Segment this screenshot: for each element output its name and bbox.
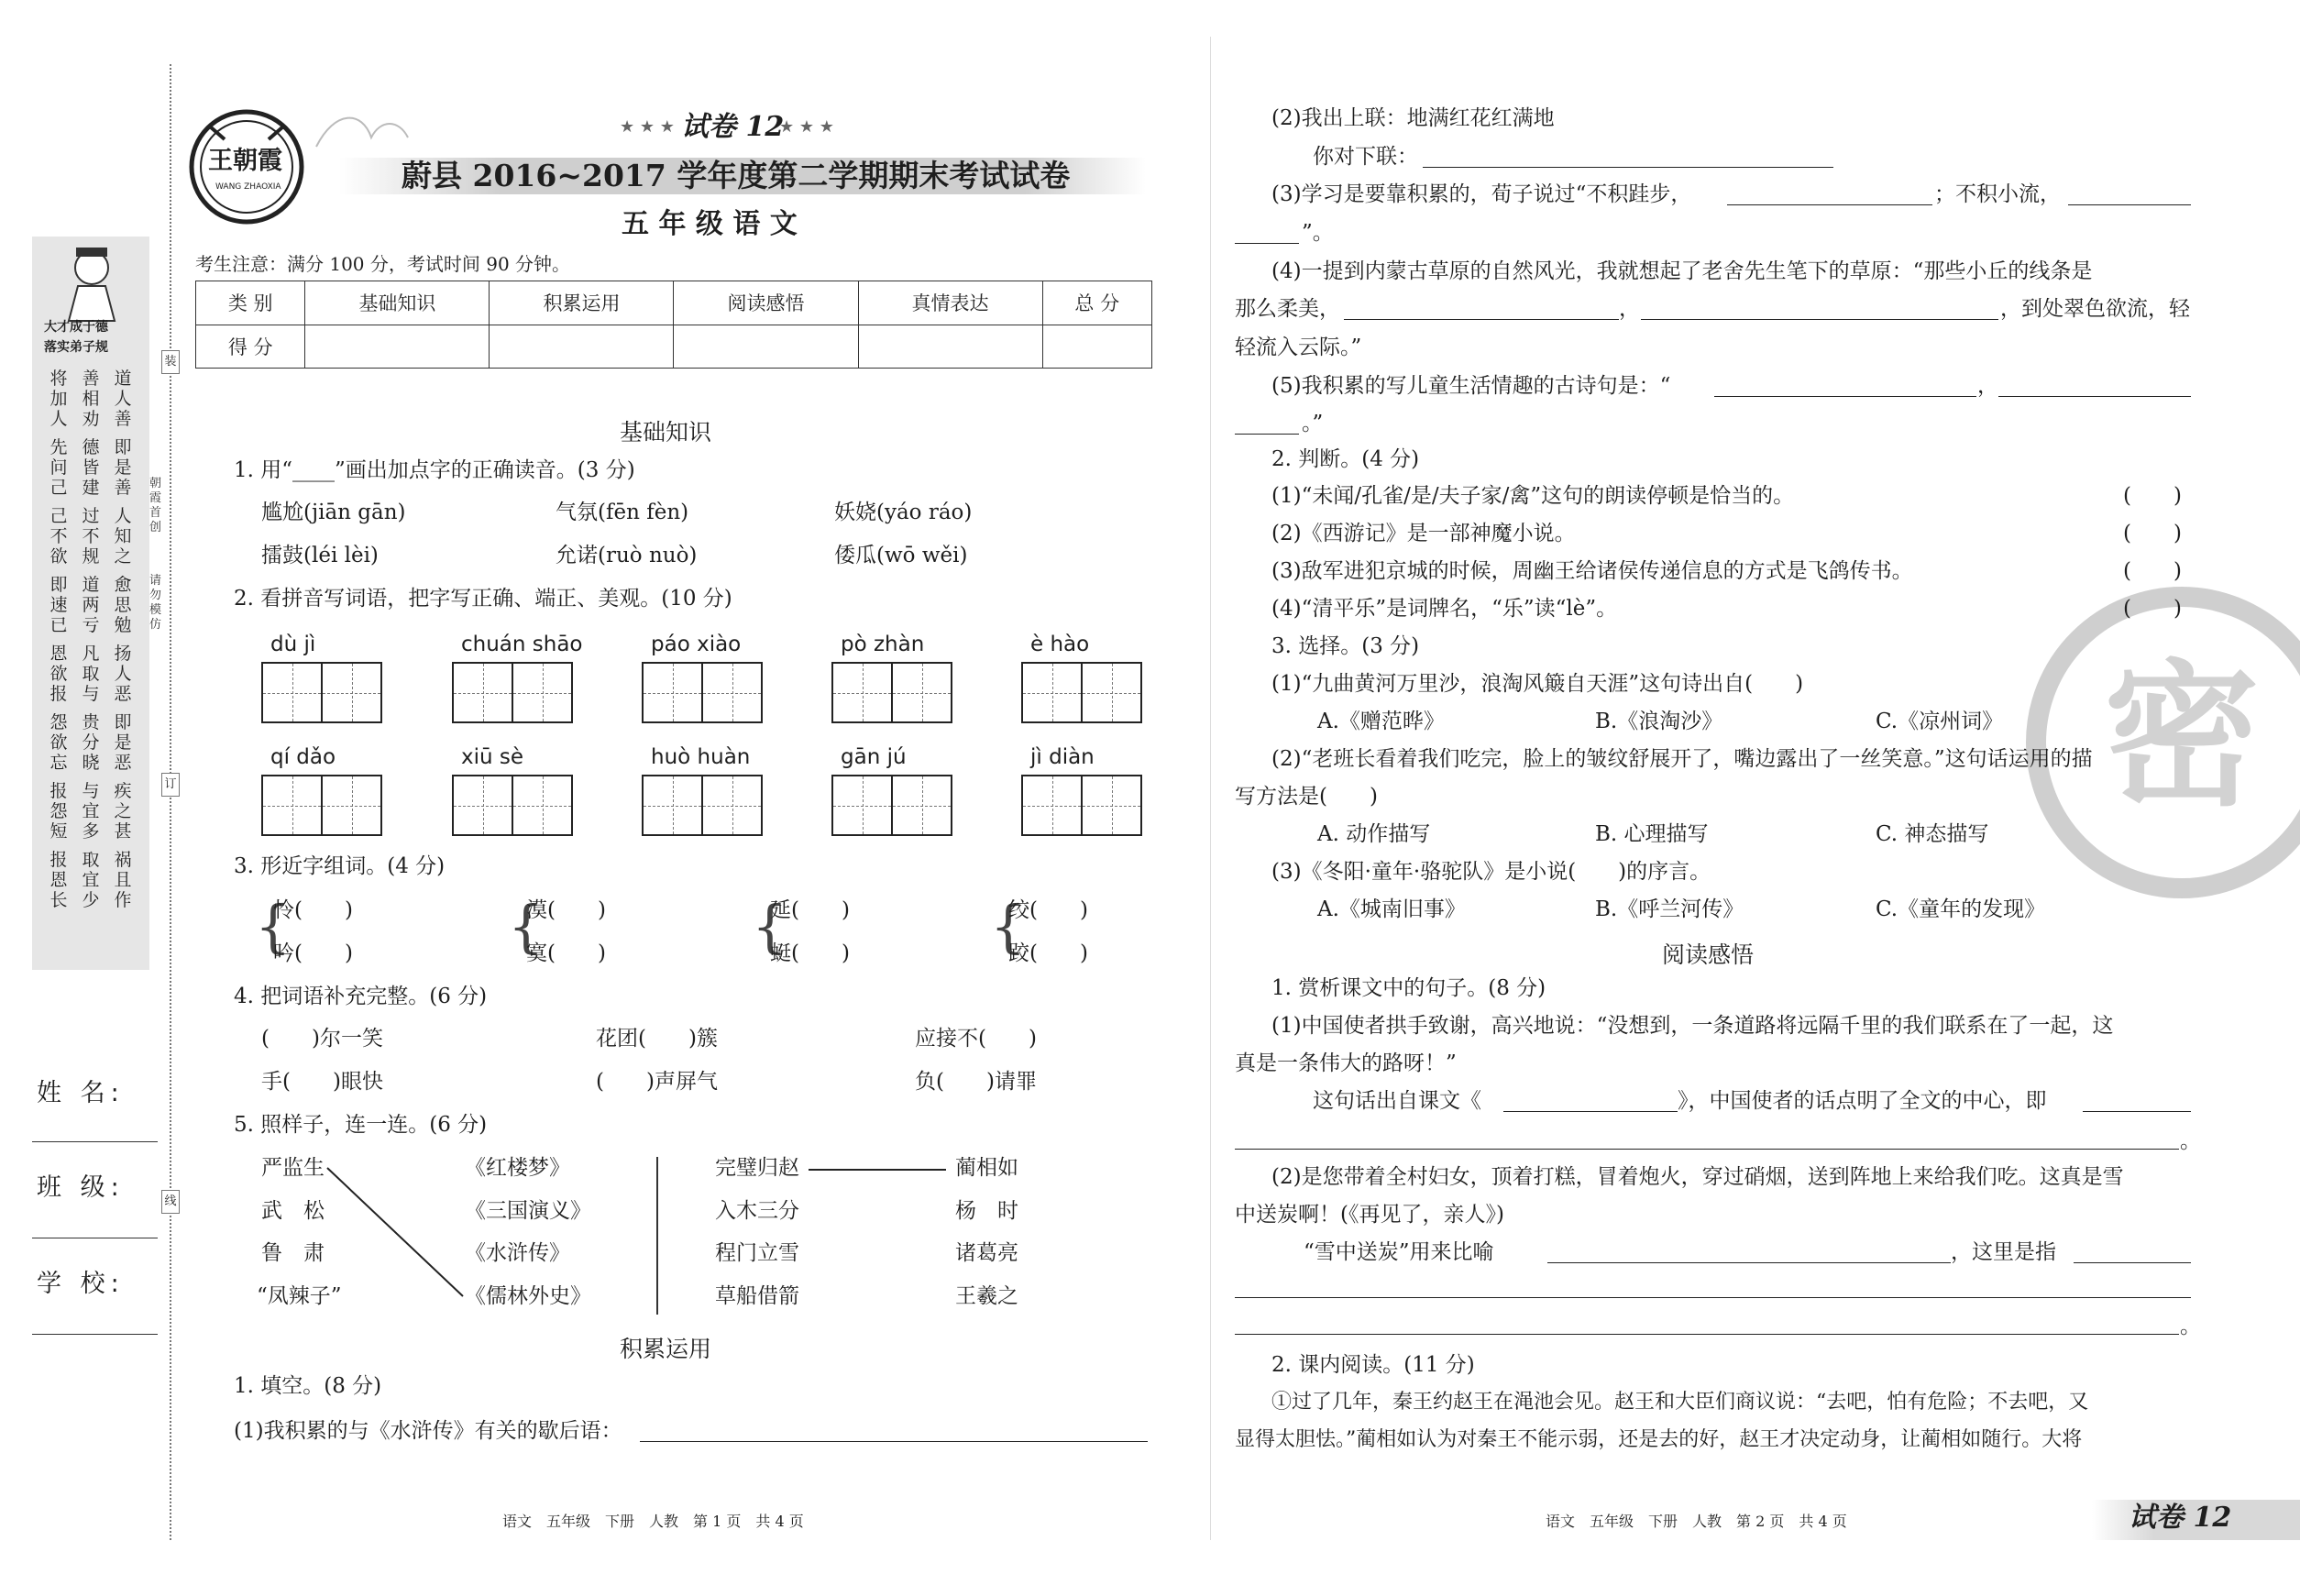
- brand-logo: [188, 108, 305, 226]
- sidebar-verse-column: 善相劝: [82, 369, 100, 429]
- q1-item: 尴尬(jiān gān): [261, 501, 406, 524]
- answer-line[interactable]: [1547, 1262, 1951, 1263]
- writing-grid[interactable]: [261, 662, 382, 723]
- q5-character: 严监生: [261, 1156, 325, 1180]
- q5-novel: 《儒林外史》: [465, 1284, 591, 1308]
- name-label: 姓 名:: [37, 1079, 125, 1107]
- score-header-cell: 积累运用: [490, 281, 674, 325]
- judge-item: (4)“清平乐”是词牌名，“乐”读“lè”。: [1271, 597, 1618, 621]
- section-basic-knowledge: 基础知识: [620, 419, 712, 446]
- brace-icon: {: [508, 893, 545, 960]
- exam-title: 蔚县 2016~2017 学年度第二学期期末考试试卷: [402, 158, 1071, 193]
- score-header-cell: 总 分: [1042, 281, 1151, 325]
- section-accumulation: 积累运用: [620, 1336, 712, 1362]
- q3-item: 漠( ): [526, 898, 606, 922]
- score-input-cell[interactable]: [490, 325, 674, 369]
- r-line-3: (3)学习是要靠积累的，荀子说过“不积跬步，: [1271, 182, 1692, 206]
- r-line-2: 你对下联：: [1313, 145, 1418, 169]
- answer-line[interactable]: [640, 1441, 1148, 1442]
- reading-q1-1: (1)中国使者拱手致谢，高兴地说：“没想到，一条道路将远隔千里的我们联系在了一起，这: [1271, 1014, 2114, 1038]
- sidebar-verse-column: 恩欲报: [50, 644, 68, 704]
- r-line-9: 。”: [1302, 412, 1324, 435]
- q2-pinyin: jì diàn: [1030, 745, 1095, 769]
- reading-q1-2-prompt: “雪中送炭”用来比喻: [1304, 1240, 1494, 1264]
- q5-character: “凤辣子”: [257, 1284, 342, 1308]
- q5-column-divider: [656, 1157, 658, 1315]
- reading-q2: 2. 课内阅读。(11 分): [1271, 1353, 1475, 1377]
- writing-cell[interactable]: [833, 776, 891, 834]
- answer-line[interactable]: [2074, 1262, 2191, 1263]
- reading-q1-2-cont: 中送炭啊！(《再见了，亲人》): [1235, 1203, 1504, 1227]
- r-line-3b: ；不积小流，: [1934, 182, 2061, 206]
- reading-q1-2: (2)是您带着全村妇女，顶着打糕，冒着炮火，穿过硝烟，送到阵地上来给我们吃。这真是雪: [1271, 1165, 2124, 1189]
- brace-icon: {: [752, 893, 788, 960]
- score-table: [195, 281, 1152, 369]
- writing-cell[interactable]: [891, 664, 951, 721]
- score-header-cell: 真情表达: [858, 281, 1042, 325]
- writing-grid[interactable]: [831, 662, 952, 723]
- q6-item-1: (1)我积累的与《水浒传》有关的歇后语：: [234, 1419, 622, 1443]
- sidebar-verse-column: 道人善: [114, 369, 132, 429]
- sidebar-verse-column: 德皆建: [82, 437, 100, 498]
- answer-line[interactable]: [1503, 1111, 1678, 1112]
- reading-passage-line: 显得太胆怯。”蔺相如认为对秦王不能示弱，还是去的好，赵王才决定动身，让蔺相如随行。大将: [1235, 1428, 2083, 1451]
- answer-line[interactable]: [1235, 1297, 2191, 1298]
- q4-item: 花团( )簇: [596, 1027, 718, 1051]
- q5-person: 王羲之: [955, 1284, 1018, 1308]
- q1-item: 允诺(ruò nuò): [556, 544, 698, 567]
- q1-item: 倭瓜(wō wěi): [834, 544, 968, 567]
- answer-line[interactable]: [1998, 396, 2191, 397]
- q2-pinyin: pò zhàn: [841, 633, 925, 656]
- question-6: 1. 填空。(8 分): [234, 1374, 382, 1398]
- writing-cell[interactable]: [454, 664, 512, 721]
- sidebar-verse-column: 贵分晓: [82, 712, 100, 773]
- writing-grid[interactable]: [1021, 775, 1142, 836]
- q5-novel: 《红楼梦》: [465, 1156, 570, 1180]
- score-row-label: 得 分: [196, 325, 305, 369]
- reading-q1-1-cont: 真是一条伟大的路呀！”: [1235, 1051, 1457, 1075]
- page-footer-left: 语文 五年级 下册 人教 第 1 页 共 4 页: [502, 1513, 804, 1530]
- tag-stars-left: ★ ★ ★: [620, 117, 675, 137]
- sidebar-verse-column: 过不规: [82, 506, 100, 567]
- q3-item: 寞( ): [526, 941, 606, 965]
- judge-item: (3)敌军进犯京城的时候，周幽王给诸侯传递信息的方式是飞鸽传书。: [1271, 559, 1913, 583]
- r-line-6b: ，: [1619, 297, 1640, 321]
- choice-q3: (3)《冬阳·童年·骆驼队》是小说( )的序言。: [1271, 860, 1711, 884]
- q2-pinyin: páo xiào: [651, 633, 742, 656]
- brace-icon: {: [990, 893, 1027, 960]
- writing-cell[interactable]: [263, 776, 321, 834]
- sidebar-verse-column: 疾之甚: [114, 781, 132, 842]
- choice-option[interactable]: B.《呼兰河传》: [1595, 897, 1744, 921]
- tag-stars-right: ★ ★ ★: [779, 117, 834, 137]
- name-field[interactable]: [32, 1141, 158, 1142]
- sidebar-verse-column: 扬人恶: [114, 644, 132, 704]
- answer-line[interactable]: [1235, 1334, 2179, 1335]
- sidebar-verse-column: 报怨短: [50, 781, 68, 842]
- q2-pinyin: qí dǎo: [270, 745, 336, 769]
- school-label: 学 校:: [37, 1270, 125, 1298]
- choice-option[interactable]: A.《赠范晔》: [1317, 710, 1445, 733]
- question-4: 4. 把词语补充完整。(6 分): [234, 985, 488, 1008]
- score-header-cell: 类 别: [196, 281, 305, 325]
- q5-idiom: 完璧归赵: [715, 1156, 799, 1180]
- answer-line[interactable]: [1641, 319, 1998, 320]
- logo-text: 王朝霞: [208, 147, 282, 175]
- writing-grid[interactable]: [261, 775, 382, 836]
- sentence-end-mark: 。: [2180, 1129, 2201, 1153]
- judge-answer-box[interactable]: ( ): [2123, 597, 2182, 621]
- score-input-cell[interactable]: [1042, 325, 1151, 369]
- sidebar-verse-column: 己不欲: [50, 506, 68, 567]
- brace-icon: {: [255, 893, 292, 960]
- score-table-score-row: [196, 325, 1152, 369]
- q2-pinyin: xiū sè: [461, 745, 524, 769]
- q2-pinyin: dù jì: [270, 633, 316, 656]
- sidebar-verse-column: 凡取与: [82, 644, 100, 704]
- binding-mark: 装: [161, 350, 180, 374]
- q3-item: 延( ): [770, 898, 850, 922]
- choice-q1: (1)“九曲黄河万里沙，浪淘风簸自天涯”这句诗出自( ): [1271, 672, 1804, 696]
- q5-person: 诸葛亮: [955, 1241, 1018, 1265]
- q5-novel: 《三国演义》: [465, 1199, 591, 1223]
- binding-mark: 订: [161, 773, 180, 797]
- score-input-cell[interactable]: [858, 325, 1042, 369]
- section-reading: 阅读感悟: [1662, 941, 1755, 968]
- q1-item: 妖娆(yáo ráo): [834, 501, 973, 524]
- sidebar-verse-column: 报恩长: [50, 850, 68, 910]
- motto-line-2: 落实弟子规: [44, 340, 108, 355]
- writing-cell[interactable]: [701, 664, 761, 721]
- writing-cell[interactable]: [833, 664, 891, 721]
- corner-paper-tag: 试卷 12: [2129, 1502, 2232, 1534]
- reading-passage-line: ①过了几年，秦王约赵王在渑池会见。赵王和大臣们商议说：“去吧，怕有危险；不去吧，又: [1271, 1391, 2089, 1414]
- answer-line[interactable]: [1344, 319, 1619, 320]
- sidebar-verse-column: 即是恶: [114, 712, 132, 773]
- q3-item: 跤( ): [1008, 941, 1088, 965]
- writing-cell[interactable]: [701, 776, 761, 834]
- page-footer-right: 语文 五年级 下册 人教 第 2 页 共 4 页: [1546, 1513, 1847, 1530]
- q4-item: 负( )请罪: [915, 1070, 1037, 1094]
- sample-connect-line: [325, 1162, 472, 1309]
- sidebar-verse-column: 人知之: [114, 506, 132, 567]
- question-1: 1. 用“____”画出加点字的正确读音。(3 分): [234, 458, 635, 482]
- writing-grid[interactable]: [642, 662, 763, 723]
- q3-item: 蜓( ): [770, 941, 850, 965]
- judge-answer-box[interactable]: ( ): [2123, 559, 2182, 583]
- r-line-6c: ，到处翠色欲流，轻: [2000, 297, 2190, 321]
- q4-item: ( )声屏气: [596, 1070, 718, 1094]
- sidebar-verse-column: 先问己: [50, 437, 68, 498]
- sentence-end-mark: 。: [2180, 1315, 2201, 1338]
- choice-option[interactable]: C. 神态描写: [1876, 822, 1989, 846]
- judge-title: 2. 判断。(4 分): [1271, 447, 1420, 471]
- page-divider: [1210, 37, 1211, 1540]
- svg-text:密: 密: [2103, 646, 2261, 828]
- sample-connect-line: [809, 1169, 946, 1171]
- sidebar-verse-column: 祸且作: [114, 850, 132, 910]
- choice-option[interactable]: A.《城南旧事》: [1317, 897, 1466, 921]
- question-2: 2. 看拼音写词语，把字写正确、端正、美观。(10 分): [234, 587, 732, 611]
- reading-q1: 1. 赏析课文中的句子。(8 分): [1271, 976, 1546, 1000]
- writing-cell[interactable]: [891, 776, 951, 834]
- exam-notice: 考生注意：满分 100 分，考试时间 90 分钟。: [195, 253, 571, 275]
- question-3: 3. 形近字组词。(4 分): [234, 854, 446, 878]
- q3-item: 吟( ): [273, 941, 353, 965]
- school-field[interactable]: [32, 1334, 158, 1335]
- judge-answer-box[interactable]: ( ): [2123, 522, 2182, 545]
- q5-idiom: 入木三分: [715, 1199, 799, 1223]
- q5-character: 鲁 肃: [261, 1241, 325, 1265]
- q5-idiom: 草船借箭: [715, 1284, 799, 1308]
- answer-line[interactable]: [2068, 204, 2191, 205]
- answer-line[interactable]: [2083, 1111, 2191, 1112]
- q1-item: 气氛(fēn fèn): [556, 501, 689, 524]
- q2-pinyin: chuán shāo: [461, 633, 583, 656]
- score-header-cell: 基础知识: [305, 281, 490, 325]
- q5-idiom: 程门立雪: [715, 1241, 799, 1265]
- paper-tag: 试卷 12: [681, 111, 785, 143]
- writing-cell[interactable]: [512, 776, 571, 834]
- writing-cell[interactable]: [1081, 664, 1140, 721]
- scholar-figure-icon: [50, 240, 133, 323]
- choice-option[interactable]: B. 心理描写: [1595, 822, 1709, 846]
- writing-cell[interactable]: [1023, 776, 1081, 834]
- score-table-header-row: [196, 281, 1152, 325]
- class-label: 班 级:: [37, 1173, 125, 1202]
- score-input-cell[interactable]: [674, 325, 858, 369]
- writing-cell[interactable]: [512, 664, 571, 721]
- r-line-5: (4)一提到内蒙古草原的自然风光，我就想起了老舍先生笔下的草原：“那些小丘的线条是: [1271, 259, 2093, 283]
- choice-option[interactable]: B.《浪淘沙》: [1595, 710, 1723, 733]
- r-line-7: 轻流入云际。”: [1235, 336, 1362, 359]
- subject-title: 五 年 级 语 文: [622, 208, 798, 240]
- choice-q2-cont: 写方法是( ): [1235, 785, 1378, 809]
- writing-grid[interactable]: [831, 775, 952, 836]
- score-header-cell: 阅读感悟: [674, 281, 858, 325]
- answer-line[interactable]: [1727, 204, 1932, 205]
- sidebar-verse-column: 愈思勉: [114, 575, 132, 635]
- choice-option[interactable]: C.《凉州词》: [1876, 710, 2004, 733]
- sidebar-verse-column: 道两亏: [82, 575, 100, 635]
- logo-subtext: WANG ZHAOXIA: [215, 182, 281, 192]
- q5-novel: 《水浒传》: [465, 1241, 570, 1265]
- writing-grid[interactable]: [642, 775, 763, 836]
- binding-line: [170, 64, 171, 1540]
- binding-note: 朝霞首创: [149, 477, 162, 534]
- choice-q2: (2)“老班长看着我们吃完，脸上的皱纹舒展开了，嘴边露出了一丝笑意。”这句话运用的描: [1271, 747, 2093, 771]
- sidebar-verse-column: 怨欲忘: [50, 712, 68, 773]
- writing-cell[interactable]: [1081, 776, 1140, 834]
- score-input-cell[interactable]: [305, 325, 490, 369]
- reading-q1-1-prompt-b: 》，中国使者的话点明了全文的中心，即: [1678, 1089, 2047, 1113]
- r-line-4: ”。: [1302, 221, 1334, 245]
- sidebar-verse-column: 将加人: [50, 369, 68, 429]
- sidebar-verse-column: 与宜多: [82, 781, 100, 842]
- judge-item: (1)“未闻/孔雀/是/夫子家/禽”这句的朗读停顿是恰当的。: [1271, 484, 1795, 508]
- judge-answer-box[interactable]: ( ): [2123, 484, 2182, 508]
- answer-line[interactable]: [1235, 243, 1299, 244]
- writing-grid[interactable]: [452, 775, 573, 836]
- secret-stamp-icon: [2026, 587, 2300, 898]
- sidebar-verse-column: 即是善: [114, 437, 132, 498]
- judge-item: (2)《西游记》是一部神魔小说。: [1271, 522, 1576, 545]
- sidebar-verse-column: 取宜少: [82, 850, 100, 910]
- q5-person: 蔺相如: [955, 1156, 1018, 1180]
- answer-line[interactable]: [1714, 396, 1976, 397]
- writing-cell[interactable]: [454, 776, 512, 834]
- answer-line[interactable]: [1235, 1149, 2179, 1150]
- q2-pinyin: gān jú: [841, 745, 907, 769]
- r-line-6a: 那么柔美，: [1235, 297, 1340, 321]
- motto-line-1: 大才成于德: [44, 320, 108, 335]
- r-line-8: (5)我积累的写儿童生活情趣的古诗句是：“: [1271, 374, 1671, 398]
- writing-cell[interactable]: [321, 776, 380, 834]
- question-5: 5. 照样子，连一连。(6 分): [234, 1113, 488, 1137]
- q2-pinyin: huò huàn: [651, 745, 751, 769]
- sidebar-verse-column: 即速已: [50, 575, 68, 635]
- writing-cell[interactable]: [644, 664, 701, 721]
- answer-line[interactable]: [1423, 167, 1833, 168]
- binding-note: 请勿模仿: [149, 574, 162, 632]
- reading-q1-1-prompt: 这句话出自课文《: [1313, 1089, 1481, 1113]
- q1-item: 擂鼓(léi lèi): [261, 544, 379, 567]
- q4-item: 应接不( ): [915, 1027, 1037, 1051]
- answer-line[interactable]: [1235, 434, 1299, 435]
- r-line-8b: ，: [1977, 374, 1998, 398]
- q4-item: 手( )眼快: [261, 1070, 383, 1094]
- q5-character: 武 松: [261, 1199, 325, 1223]
- choice-title: 3. 选择。(3 分): [1271, 634, 1420, 658]
- q5-person: 杨 时: [955, 1199, 1018, 1223]
- writing-grid[interactable]: [1021, 662, 1142, 723]
- q3-item: 怜( ): [273, 898, 353, 922]
- writing-cell[interactable]: [321, 664, 380, 721]
- binding-mark: 线: [161, 1190, 180, 1214]
- writing-cell[interactable]: [644, 776, 701, 834]
- writing-cell[interactable]: [1023, 664, 1081, 721]
- choice-option[interactable]: A. 动作描写: [1317, 822, 1431, 846]
- q2-pinyin: è hào: [1030, 633, 1090, 656]
- reading-q1-2-prompt-b: ，这里是指: [1951, 1240, 2056, 1264]
- q4-item: ( )尔一笑: [261, 1027, 383, 1051]
- writing-grid[interactable]: [452, 662, 573, 723]
- choice-option[interactable]: C.《童年的发现》: [1876, 897, 2046, 921]
- writing-cell[interactable]: [263, 664, 321, 721]
- r-line-1: (2)我出上联：地满红花红满地: [1271, 106, 1555, 130]
- q3-item: 绞( ): [1008, 898, 1088, 922]
